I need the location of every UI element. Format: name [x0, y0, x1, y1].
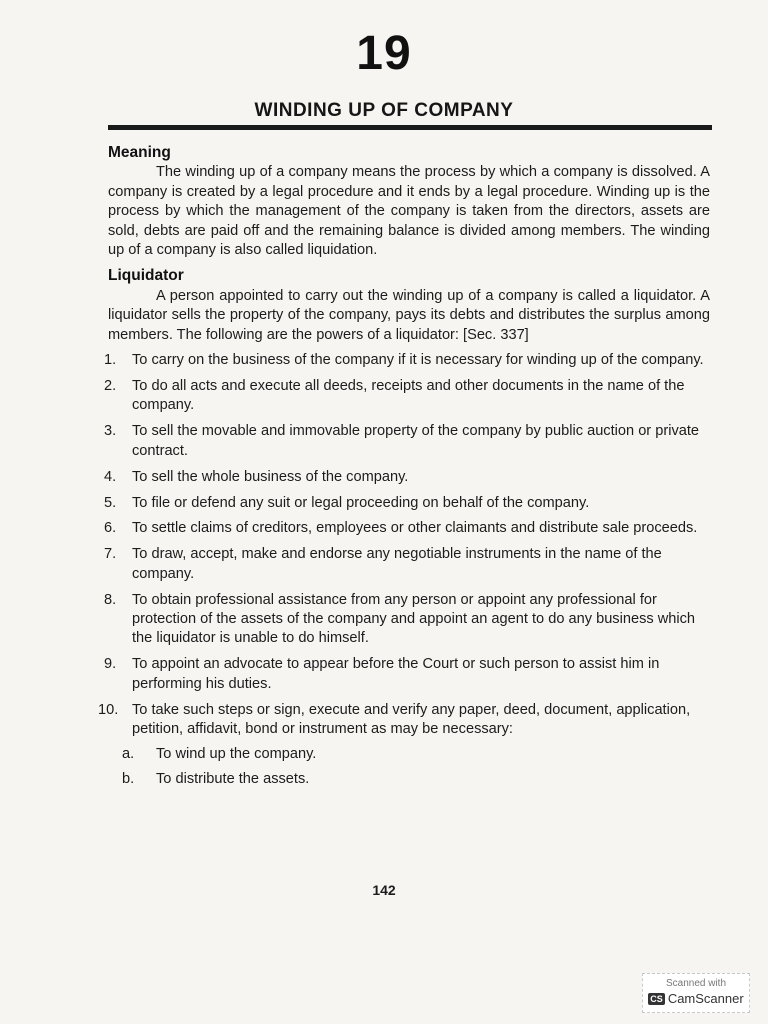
sub-list-item-text: To wind up the company.: [156, 746, 317, 763]
title-rule: [108, 125, 712, 130]
chapter-content: [98, 143, 710, 796]
camscanner-logo-icon: CS: [650, 994, 663, 1004]
list-item-number: 1.: [104, 352, 117, 369]
list-item-text: To obtain professional assistance from any person or appoint any professional for protection of the assets of the company and appoint an agent to do any business which the liquidator is unable to do himself.: [132, 591, 696, 647]
list-item-number: 10.: [98, 701, 119, 718]
list-item-text: To carry on the business of the company if it is necessary for winding up of the company.: [132, 352, 704, 369]
sub-list-item-text: To distribute the assets.: [156, 770, 310, 787]
sub-list: [122, 745, 710, 789]
watermark-caption: Scanned with: [665, 978, 727, 989]
watermark-brand-name: CamScanner: [667, 991, 744, 1006]
list-item-number: 3.: [104, 423, 117, 440]
list-item-number: 6.: [104, 520, 117, 537]
list-item-text: To draw, accept, make and endorse any negotiable instruments in the name of the company.: [132, 546, 662, 582]
list-item: [104, 422, 710, 461]
chapter-title: WINDING UP OF COMPANY: [254, 100, 514, 121]
list-item-number: 5.: [104, 494, 117, 511]
list-item: [104, 545, 710, 584]
meaning-paragraph: The winding up of a company means the process by which a company is dissolved. A company is created by a legal procedure and it ends by a legal procedure. Winding up is the process by which the management of the company is taken from the directors, assets are sold, debts are paid off and the remaining balance is divided among members. The winding up of a company is also called liquidation.: [108, 164, 710, 259]
list-item: [98, 701, 710, 790]
chapter-number: 19: [356, 27, 412, 80]
list-item-text: To do all acts and execute all deeds, receipts and other documents in the name of the company.: [132, 377, 685, 414]
list-item-text: To sell the whole business of the company.: [132, 468, 409, 485]
list-item-text: To appoint an advocate to appear before the Court or such person to assist him in performing his duties.: [132, 656, 660, 692]
meaning-heading: Meaning: [108, 144, 171, 161]
list-item-number: 2.: [104, 377, 117, 394]
list-item: [104, 494, 710, 513]
sub-list-item: [122, 745, 710, 764]
liquidator-paragraph: A person appointed to carry out the winding up of a company is called a liquidator. A liquidator sells the property of the company, pays its debts and distributes the surplus among members. The following are the powers of a liquidator: [Sec. 337]: [108, 287, 710, 343]
list-item: [104, 377, 710, 416]
sub-list-item-letter: b.: [122, 770, 135, 787]
page-number: 142: [372, 882, 396, 898]
watermark-brand: [643, 991, 749, 1006]
list-item-number: 7.: [104, 546, 117, 563]
list-item-text: To take such steps or sign, execute and verify any paper, deed, document, application, petition, affidavit, bond or instrument as may be necessary:: [132, 701, 691, 738]
list-item: [104, 519, 710, 538]
powers-list: [98, 351, 710, 789]
list-item-number: 4.: [104, 468, 117, 485]
list-item-number: 8.: [104, 591, 117, 608]
list-item: [104, 351, 710, 370]
list-item: [104, 591, 710, 649]
list-item-text: To settle claims of creditors, employees or other claimants and distribute sale proceeds.: [132, 520, 698, 537]
list-item: [104, 655, 710, 694]
sub-list-item-letter: a.: [122, 746, 135, 763]
list-item-text: To sell the movable and immovable property of the company by public auction or private contract.: [132, 423, 700, 459]
sub-list-item: [122, 770, 710, 789]
list-item-text: To file or defend any suit or legal proceeding on behalf of the company.: [132, 494, 590, 511]
list-item: [104, 468, 710, 487]
liquidator-heading: Liquidator: [108, 267, 184, 285]
list-item-number: 9.: [104, 656, 117, 673]
camscanner-watermark: [642, 973, 750, 1013]
